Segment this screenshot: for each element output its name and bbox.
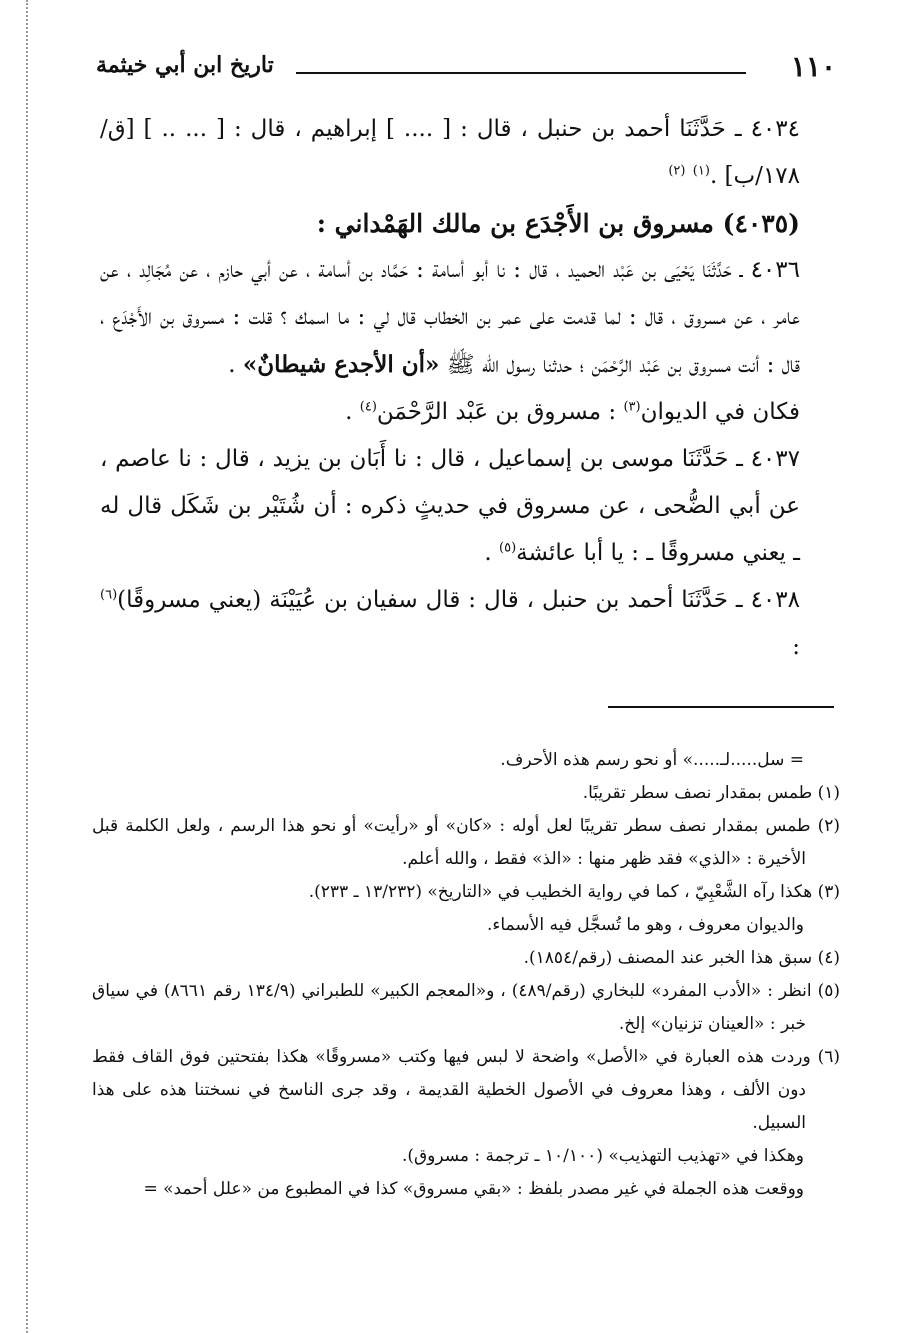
footnote-ref-1: (١) bbox=[692, 163, 710, 179]
footnote-ref-6: (٦) bbox=[100, 587, 118, 603]
entry-heading-4035: (٤٠٣٥) مسروق بن الأَجْدَع بن مالك الهَمْداني : bbox=[316, 209, 800, 238]
running-title: تاريخ ابن أبي خيثمة bbox=[96, 52, 274, 78]
footnote-1: (١) طمس بمقدار نصف سطر تقريبًا. bbox=[582, 783, 840, 803]
hadith-4034 bbox=[100, 106, 840, 200]
main-text bbox=[100, 106, 840, 671]
diwan-line bbox=[100, 389, 840, 436]
footnote-continuation: = سل.....لـ.....» أو نحو رسم هذه الأحرف. bbox=[500, 750, 804, 770]
footnote-5: (٥) انظر : «الأدب المفرد» للبخاري (رقم/٤٨٩) ، و«المعجم الكبير» للطبراني (١٣٤/٩ رقم ٨٦٦١) في سياق خبر : «العينان تزنيان» إلخ. bbox=[92, 981, 840, 1034]
footnote-ref-5: (٥) bbox=[499, 540, 517, 556]
hadith-4037-text: ٤٠٣٧ ـ حَدَّثَنَا موسى بن إسماعيل ، قال : نا أَبَان بن يزيد ، قال : نا عاصم ، عن أبي الضُّحى ، عن مسروق في حديثٍ ذكره : أن شُتَيْر بن شَكَل قال له ـ يعني مسروقًا ـ : يا أبا عائشة bbox=[100, 446, 800, 566]
hadith-4037-end: . bbox=[484, 540, 500, 566]
footnote-3-note: والديوان معروف ، وهو ما تُسجَّل فيه الأسماء. bbox=[486, 915, 804, 935]
hadith-4036 bbox=[100, 247, 840, 389]
footnote-2: (٢) طمس بمقدار نصف سطر تقريبًا لعل أوله : «كان» أو «رأيت» أو نحو هذا الرسم ، ولعل الكلمة قبل الأخيرة : «الذي» فقد ظهر منها : «الذ» فقط ، والله أعلم. bbox=[92, 816, 840, 869]
hadith-4036-quote: «أن الأجدع شيطانٌ» bbox=[242, 351, 440, 378]
hadith-4038 bbox=[100, 577, 840, 671]
footnote-separator bbox=[608, 706, 834, 708]
hadith-4034-text: ٤٠٣٤ ـ حَدَّثَنَا أحمد بن حنبل ، قال : [ .... ] إبراهيم ، قال : [ ... .. ] [ق/١٧٨/ب] . bbox=[100, 116, 800, 189]
footnote-ref-4: (٤) bbox=[359, 399, 377, 415]
scan-edge-dotted-line bbox=[26, 0, 28, 1333]
diwan-text-b: : مسروق بن عَبْد الرَّحْمَن bbox=[376, 399, 624, 425]
footnote-3: (٣) هكذا رآه الشَّعْبِيّ ، كما في رواية الخطيب في «التاريخ» (١٣/٢٣٢ ـ ٢٣٣). bbox=[308, 882, 840, 902]
footnote-6-tahdhib: وهكذا في «تهذيب التهذيب» (١٠/١٠٠ ـ ترجمة : مسروق). bbox=[401, 1146, 804, 1166]
footnote-ref-3: (٣) bbox=[623, 399, 641, 415]
footnote-ref-2: (٢) bbox=[668, 163, 686, 179]
footnotes bbox=[92, 744, 840, 1206]
page-header bbox=[96, 50, 836, 90]
page-number: ١١٠ bbox=[790, 50, 836, 83]
footnote-6-ilal: ووقعت هذه الجملة في غير مصدر بلفظ : «بقي مسروق» كذا في المطبوع من «علل أحمد» = bbox=[143, 1179, 804, 1199]
diwan-end: . bbox=[345, 399, 360, 425]
diwan-text-a: فكان في الديوان bbox=[640, 399, 800, 425]
hadith-4037 bbox=[100, 436, 840, 577]
footnote-6: (٦) وردت هذه العبارة في «الأصل» واضحة لا لبس فيها وكتب «مسروقًا» هكذا بفتحتين فوق القاف فقط دون الألف ، وهذا معروف في الأصول الخطية القديمة ، وقد جرى الناسخ في نسختنا هذه على هذا السبيل. bbox=[92, 1047, 840, 1133]
hadith-4038-text: ٤٠٣٨ ـ حَدَّثَنَا أحمد بن حنبل ، قال : قال سفيان بن عُيَيْنَة (يعني مسروقًا) bbox=[117, 587, 800, 613]
hadith-4038-end: : bbox=[792, 634, 800, 660]
header-rule bbox=[296, 72, 746, 74]
hadith-4036-end: . bbox=[228, 352, 243, 378]
footnote-4: (٤) سبق هذا الخبر عند المصنف (رقم/١٨٥٤). bbox=[523, 948, 840, 968]
hadith-4036-text: ٤٠٣٦ ـ حَدَّثَنَا يَحْيَى بن عَبْد الحميد ، قال : نا أبو أسامة : حَمَّاد بن أسامة ، عن أبي حازم ، عن مُجَالِد ، عن عامر ، عن مسروق ، قال : لما قدمت على عمر بن الخطاب قال لي : ما اسمك ؟ قلت : مسروق بن الأَجْدَع ، قال : أنت مسروق بن عَبْد الرَّحْمَن ؛ حدثنا رسول الله ﷺ bbox=[100, 257, 800, 378]
